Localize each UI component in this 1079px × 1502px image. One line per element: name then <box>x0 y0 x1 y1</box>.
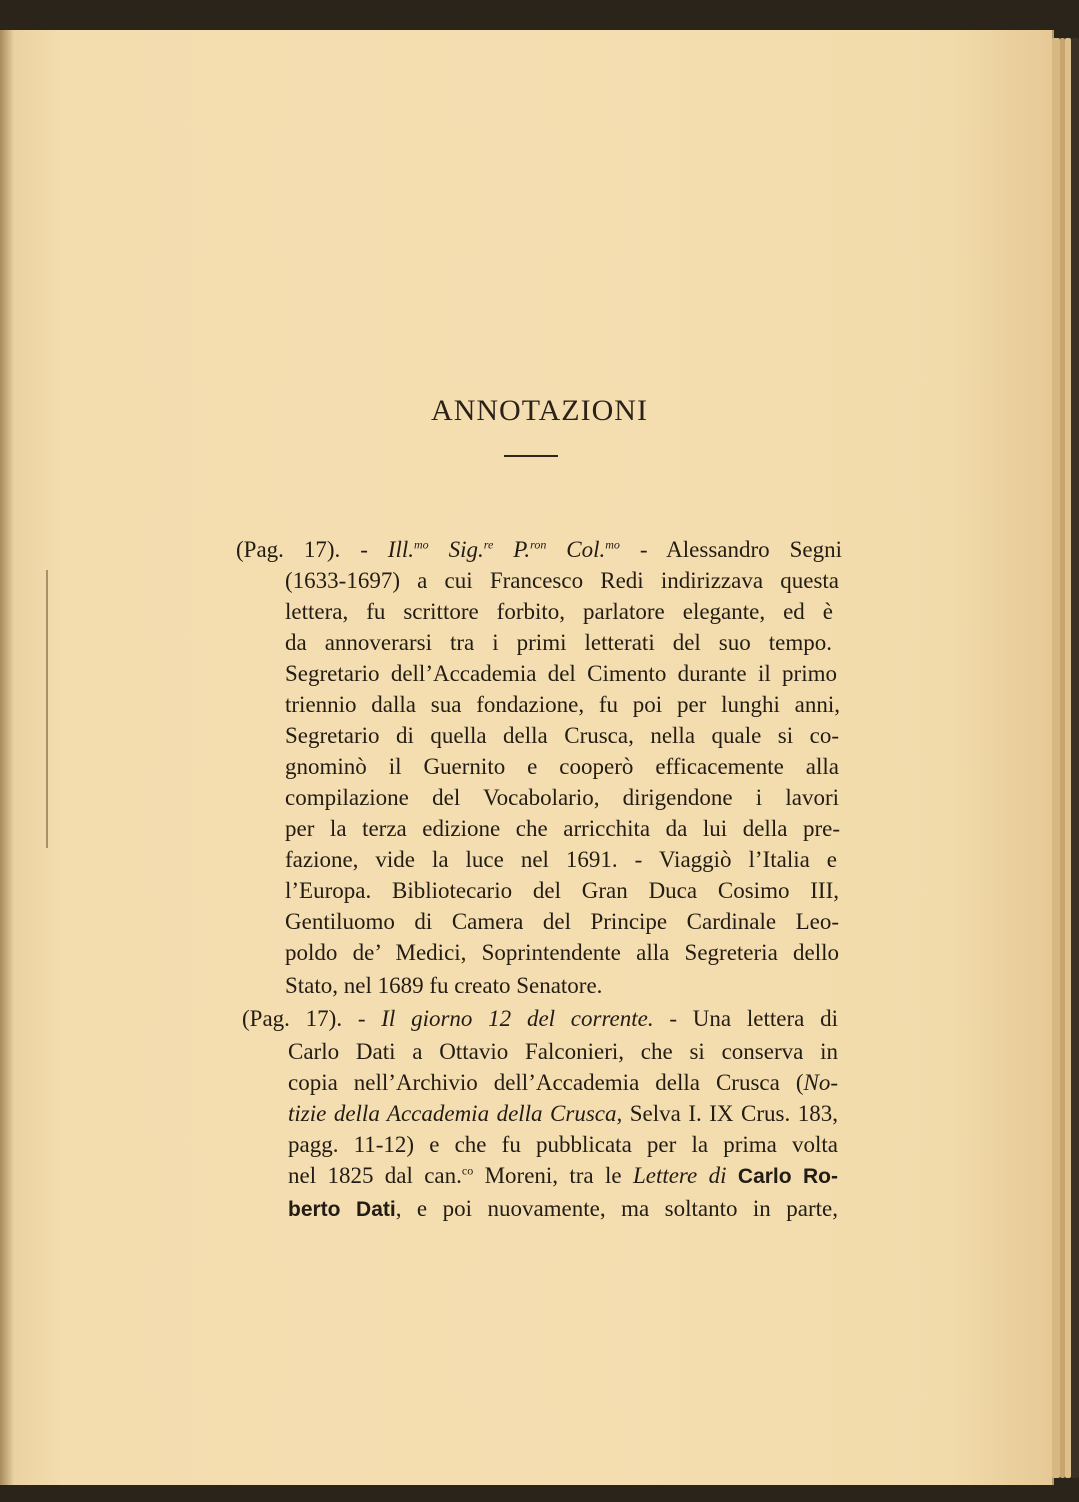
note-1-line: Gentiluomo di Camera del Principe Cardinale Leo- <box>285 909 839 934</box>
note-2-line: tizie della Accademia della Crusca, Selva I. IX Crus. 183, <box>288 1101 838 1126</box>
note-1-line: poldo de’ Medici, Soprintendente alla Segreteria dello <box>285 940 839 965</box>
note-1-line: gnominò il Guernito e cooperò efficacemente alla <box>285 754 839 779</box>
note-2-line: pagg. 11-12) e che fu pubblicata per la prima volta <box>288 1132 838 1157</box>
note-2-line: nel 1825 dal can.$^{co}$ Moreni, tra le Lettere di Carlo Ro- <box>288 1163 838 1188</box>
note-1-line: Segretario dell’Accademia del Cimento durante il primo <box>285 661 837 686</box>
page-title: ANNOTAZIONI <box>431 394 648 427</box>
note-1-line: lettera, fu scrittore forbito, parlatore elegante, ed è <box>285 599 833 624</box>
note-1-line: Stato, nel 1689 fu creato Senatore. <box>285 973 603 998</box>
note-2-line: Carlo Dati a Ottavio Falconieri, che si conserva in <box>288 1039 838 1064</box>
note-1-line: Segretario di quella della Crusca, nella quale si co- <box>285 723 839 748</box>
note-1-line: triennio dalla sua fondazione, fu poi per lunghi anni, <box>285 692 840 717</box>
note-2-line: copia nell’Archivio dell’Accademia della Crusca (No- <box>288 1070 838 1095</box>
note-1-line: compilazione del Vocabolario, dirigendone i lavori <box>285 785 839 810</box>
note-2-line: (Pag. 17). - Il giorno 12 del corrente. - Una lettera di <box>242 1006 838 1031</box>
note-1-line: (1633-1697) a cui Francesco Redi indirizzava questa <box>285 568 839 593</box>
note-1-line: da annoverarsi tra i primi letterati del suo tempo. <box>285 630 832 655</box>
note-1-line: fazione, vide la luce nel 1691. - Viaggiò l’Italia e <box>285 847 837 872</box>
note-1-line: l’Europa. Bibliotecario del Gran Duca Cosimo III, <box>285 878 839 903</box>
note-2-line: berto Dati, e poi nuovamente, ma soltanto in parte, <box>288 1196 838 1221</box>
note-1-line: (Pag. 17). - Ill.$^{mo}$ Sig.$^{re}$ P.$^{ron}$ Col.$^{mo}$ - Alessandro Segni <box>236 537 842 562</box>
note-1-line: per la terza edizione che arricchita da lui della pre- <box>285 816 840 841</box>
